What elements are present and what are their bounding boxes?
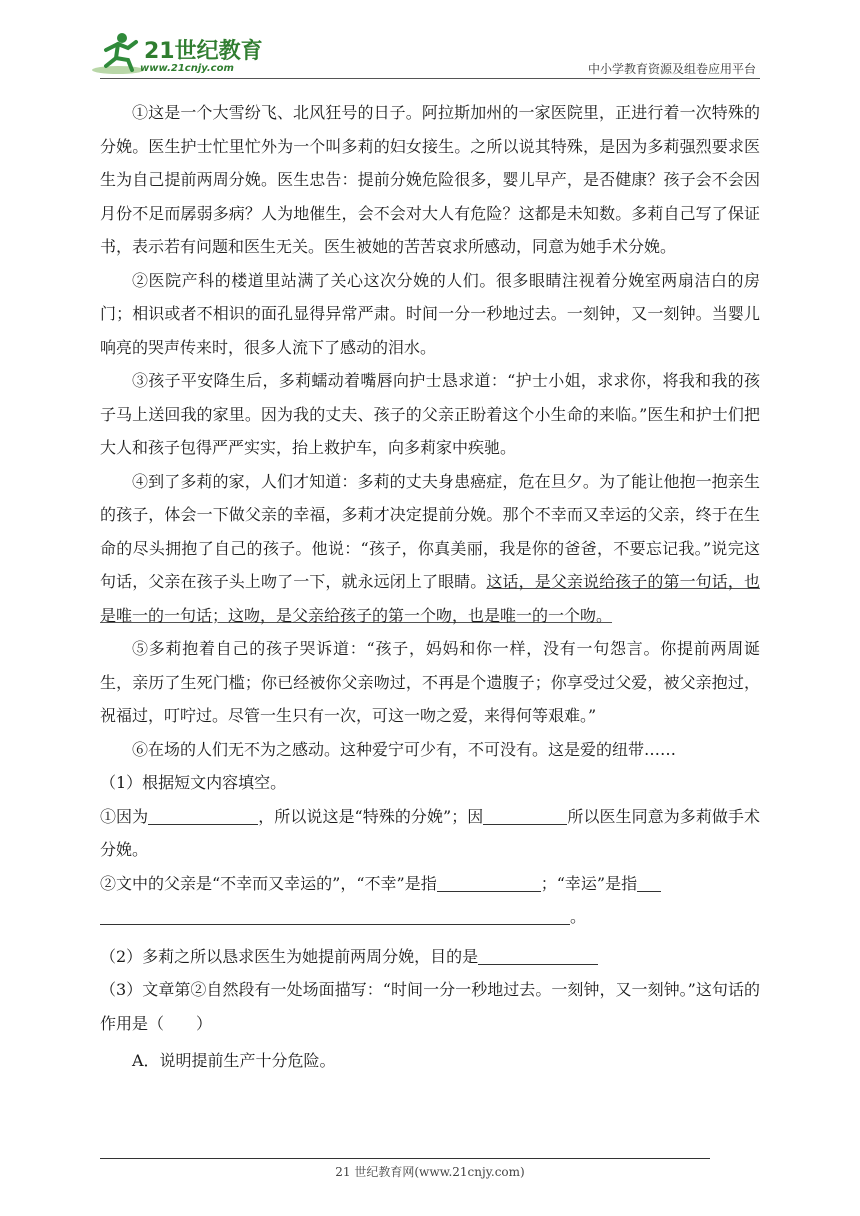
q1a-blank-1[interactable]	[148, 806, 258, 825]
option-a[interactable]: A．说明提前生产十分危险。	[132, 1051, 336, 1070]
logo-text: 21世纪教育	[144, 39, 263, 64]
footer-divider	[100, 1158, 710, 1159]
q1a-mid: ，所以说这是“特殊的分娩”；因	[258, 806, 484, 826]
q1a-start: ①因为	[100, 806, 149, 826]
q1b-blank-2a[interactable]	[637, 873, 661, 892]
q1b-end: 。	[570, 907, 587, 926]
question-1b-cont	[100, 900, 760, 934]
footer-text: 21 世纪教育网(www.21cnjy.com)	[335, 1165, 525, 1179]
question-1b	[100, 867, 760, 901]
q1a-end: 所以医生同意为多莉做手术分娩。	[100, 806, 760, 859]
paragraph-4-underlined: 这话，是父亲说给孩子的第一句话，也是唯一的一句话；这吻，是父亲给孩子的第一个吻，也是唯一的一个吻。	[100, 572, 760, 625]
logo-url: www.21cnjy.com	[140, 63, 234, 74]
q1b-start: ②文中的父亲是“不幸而又幸运的”，“不幸”是指	[100, 873, 437, 893]
question-1-title: （1）根据短文内容填空。	[100, 773, 287, 792]
document-body	[100, 96, 760, 1078]
paragraph-1: ①这是一个大雪纷飞、北风狂号的日子。阿拉斯加州的一家医院里，正进行着一次特殊的分娩。医生护士忙里忙外为一个叫多莉的妇女接生。之所以说其特殊，是因为多莉强烈要求医生为自己提前两周分娩。医生忠告：提前分娩危险很多，婴儿早产，是否健康？孩子会不会因月份不足而孱弱多病？人为地催生，会不会对大人有危险？这都是未知数。多莉自己写了保证书，表示若有问题和医生无关。医生被她的苦苦哀求所感动，同意为她手术分娩。	[100, 103, 760, 256]
site-logo	[92, 30, 282, 82]
q2-blank[interactable]	[478, 946, 598, 965]
page-header	[0, 0, 860, 90]
q1b-blank-1[interactable]	[437, 873, 541, 892]
paragraph-6: ⑥在场的人们无不为之感动。这种爱宁可少有，不可没有。这是爱的纽带……	[132, 739, 677, 759]
paragraph-5: ⑤多莉抱着自己的孩子哭诉道：“孩子，妈妈和你一样，没有一句怨言。你提前两周诞生，亲历了生死门槛；你已经被你父亲吻过，不再是个遗腹子；你享受过父爱，被父亲抱过，祝福过，叮咛过。尽管一生只有一次，可这一吻之爱，来得何等艰难。”	[100, 639, 760, 725]
question-3: （3）文章第②自然段有一处场面描写：“时间一分一秒地过去。一刻钟，又一刻钟。”这句话的作用是（ ）	[100, 980, 760, 1033]
paragraph-2: ②医院产科的楼道里站满了关心这次分娩的人们。很多眼睛注视着分娩室两扇洁白的房门；相识或者不相识的面孔显得异常严肃。时间一分一秒地过去。一刻钟，又一刻钟。当婴儿响亮的哭声传来时，很多人流下了感动的泪水。	[100, 270, 760, 357]
header-platform-text: 中小学教育资源及组卷应用平台	[587, 62, 756, 76]
question-1a	[100, 800, 760, 867]
question-2	[100, 940, 760, 974]
header-divider	[100, 78, 760, 79]
q1b-mid: ；“幸运”是指	[540, 873, 638, 893]
q2-text: （2）多莉之所以恳求医生为她提前两周分娩，目的是	[100, 946, 479, 966]
paragraph-3: ③孩子平安降生后，多莉蠕动着嘴唇向护士恳求道：“护士小姐，求求你，将我和我的孩子马上送回我的家里。因为我的丈夫、孩子的父亲正盼着这个小生命的来临。”医生和护士们把大人和孩子包得严严实实，抬上救护车，向多莉家中疾驰。	[100, 371, 760, 457]
q1a-blank-2[interactable]	[483, 806, 567, 825]
paragraph-4	[100, 465, 760, 633]
paragraph-4-text: ④到了多莉的家，人们才知道：多莉的丈夫身患癌症，危在旦夕。为了能让他抱一抱亲生的孩子，体会一下做父亲的幸福，多莉才决定提前分娩。那个不幸而又幸运的父亲，终于在生命的尽头拥抱了自己的孩子。他说：“孩子，你真美丽，我是你的爸爸，不要忘记我。”说完这句话，父亲在孩子头上吻了一下，就永远闭上了眼睛。	[100, 471, 760, 591]
q1b-blank-2b[interactable]	[100, 906, 570, 925]
